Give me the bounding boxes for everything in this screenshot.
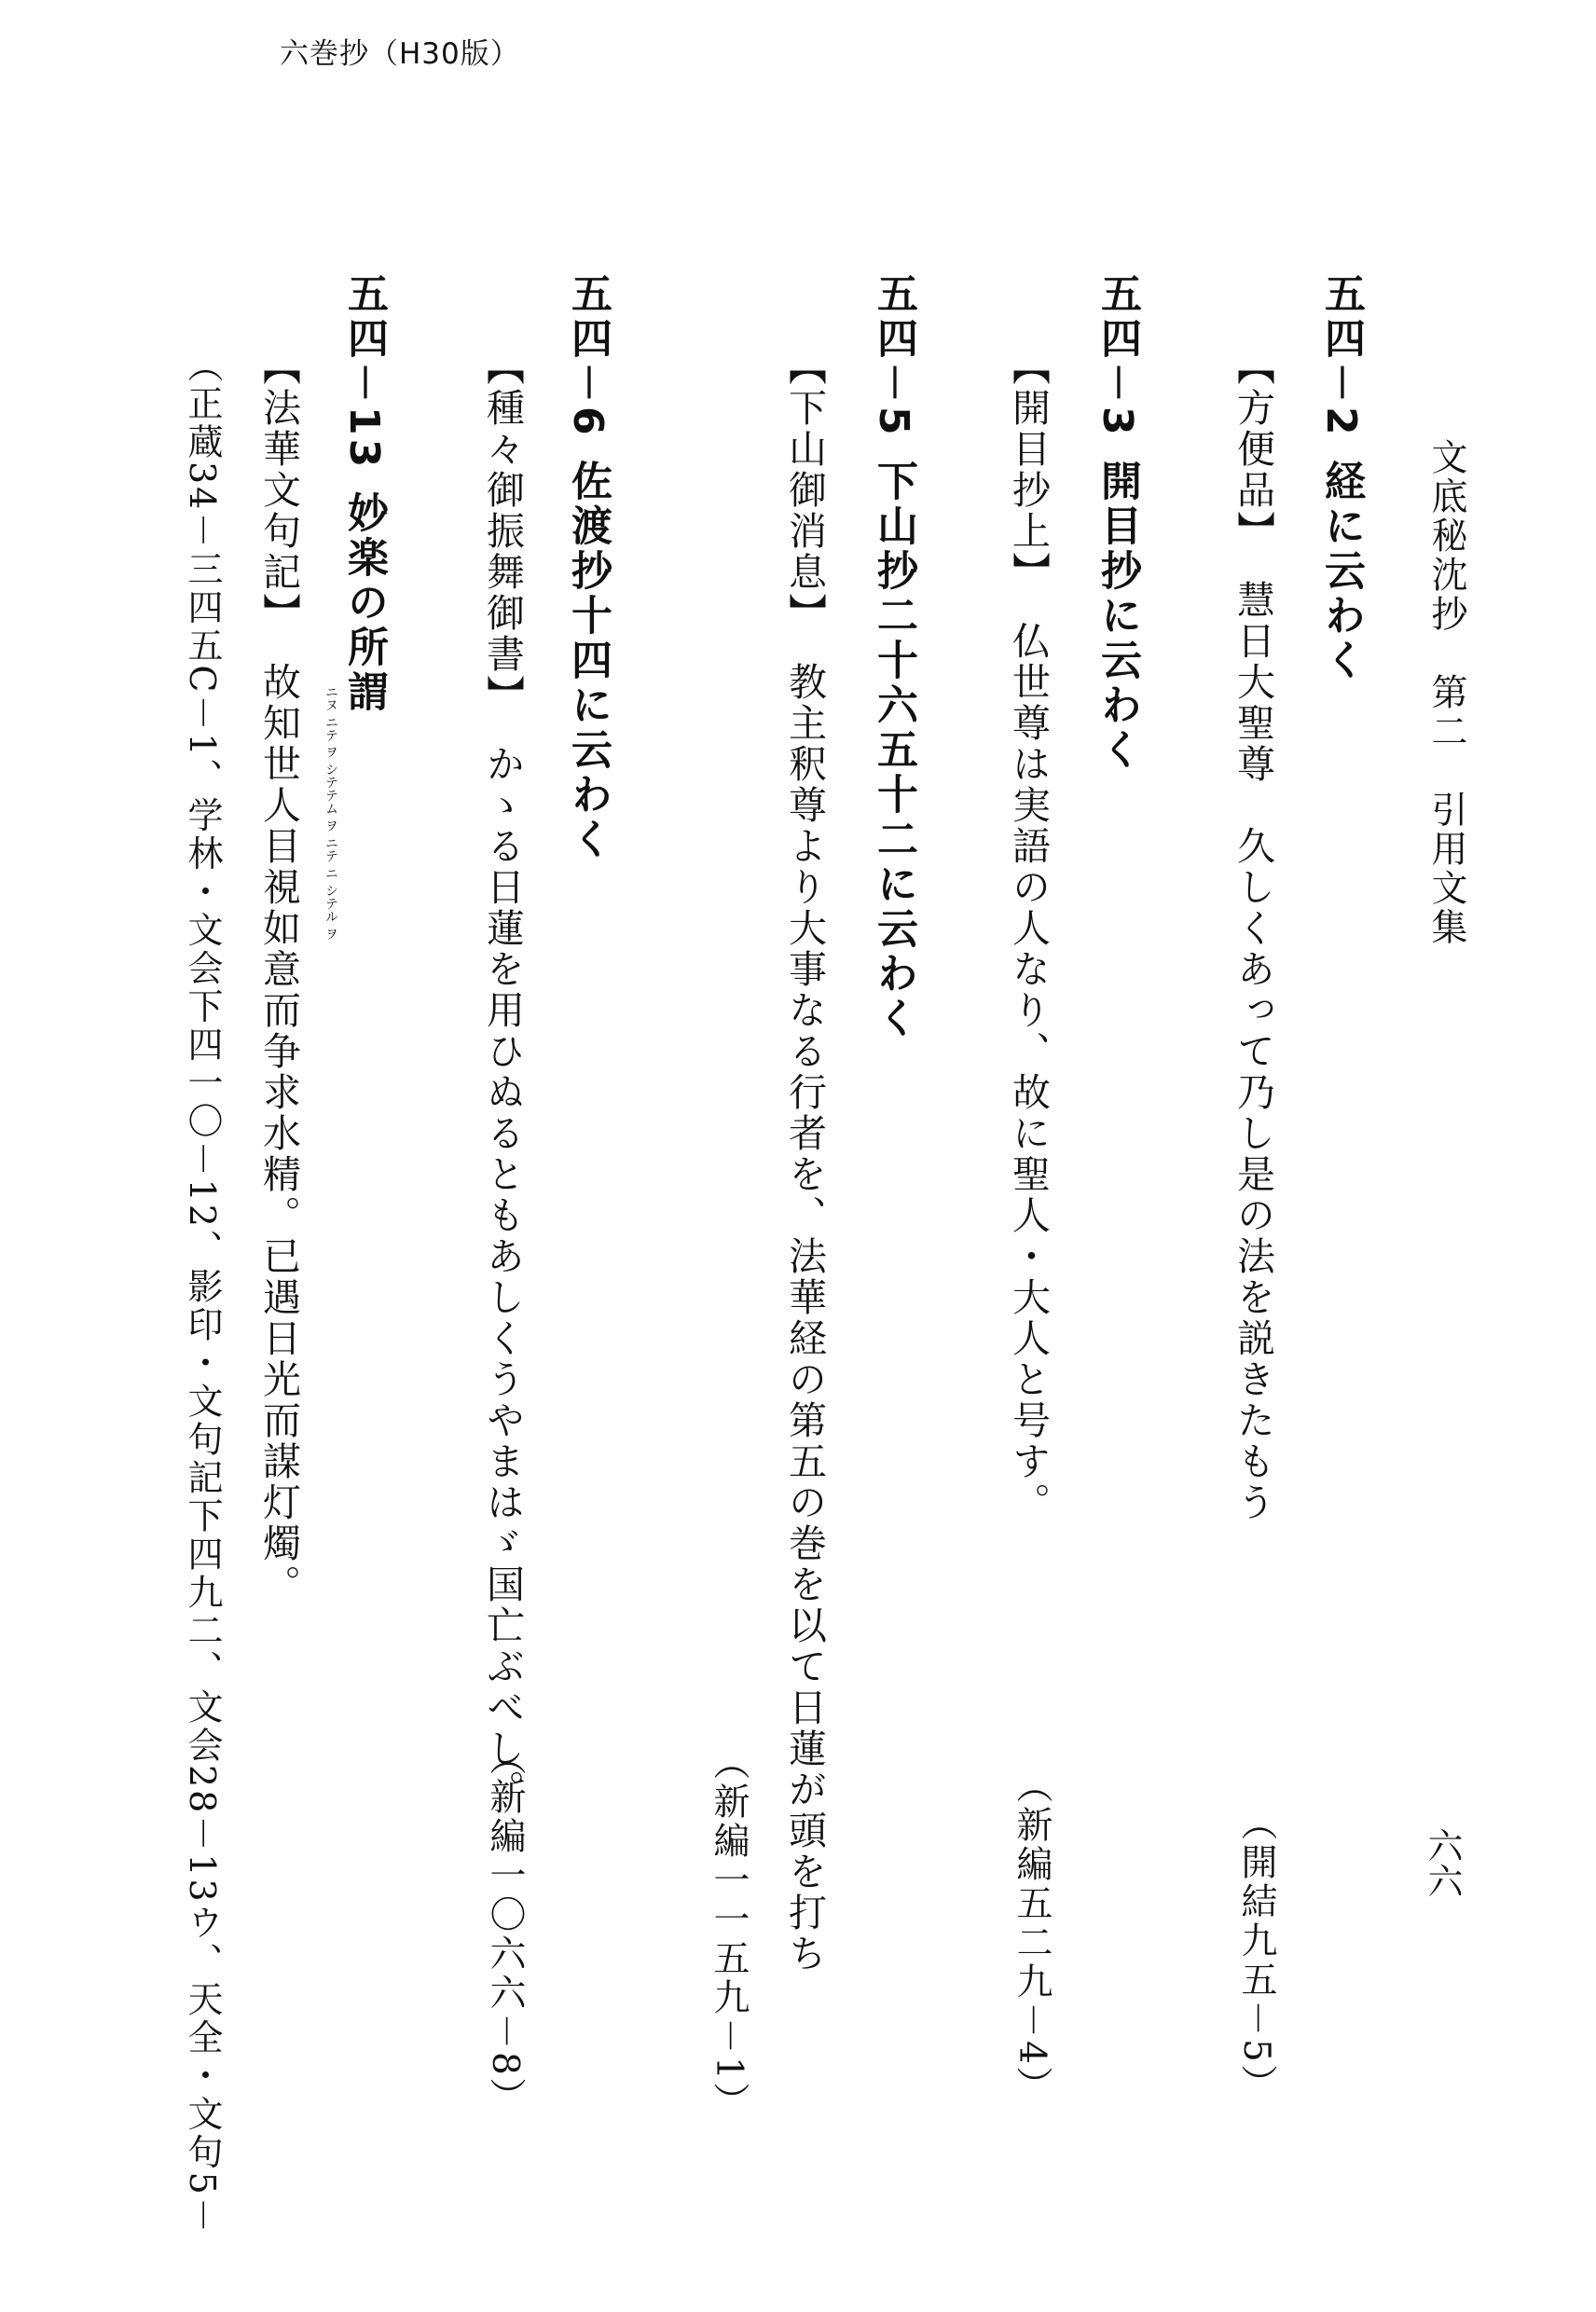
entry-heading — [1094, 272, 1141, 773]
entry-body — [1006, 347, 1051, 1523]
entry-heading — [340, 272, 388, 716]
entry-title: 佐渡抄十四に云わく — [564, 459, 612, 862]
entry-reference: （開結九五－5） — [1235, 1804, 1277, 2104]
entry-number: 五四－5 — [870, 272, 917, 439]
entry-title: 開目抄に云わく — [1094, 459, 1141, 773]
entry-body — [480, 347, 525, 1810]
edition-label: 六巻抄（H30版） — [280, 37, 520, 71]
entry-heading — [564, 272, 612, 862]
entry-citation: （正蔵34－三四五C－1、学林・文会下四一〇－12、影印・文句記下四九二、文会28－13ウ、天全・文句5－ — [182, 347, 223, 2236]
entry-text: 慧日大聖尊 久しくあって乃し是の法を説きたもう — [1231, 580, 1275, 1523]
entry-title: 下山抄二十六五十二に云わく — [870, 459, 917, 1041]
entry-number: 五四－13 — [340, 272, 388, 472]
entry-body — [256, 347, 301, 1605]
entry-body — [782, 347, 827, 1975]
entry-title: 経に云わく — [1317, 459, 1365, 683]
entry-source: 【種々御振舞御書】 — [480, 347, 525, 716]
entry-heading — [1317, 272, 1365, 683]
entry-source: 【方便品】 — [1231, 347, 1275, 552]
entry-reference: （新編一一五九－1） — [708, 1743, 750, 2122]
entry-title: 妙楽の所謂 — [340, 491, 388, 716]
entry-text: 仏世尊は実語の人なり、故に聖人・大人と号す。 — [1006, 621, 1051, 1523]
entry-reference: （新編一〇六六－8） — [484, 1739, 526, 2117]
entry-text: 教主釈尊より大事なる行者を、法華経の第五の巻を以て日蓮が頭を打ち — [782, 662, 827, 1975]
entry-text: 故知世人目視如意而争求水精。已遇日光而謀灯燭。 — [256, 662, 301, 1605]
entry-text: かゝる日蓮を用ひぬるともあしくうやまはゞ国亡ぶべし。 — [480, 744, 525, 1810]
entry-heading — [870, 272, 917, 1041]
running-head: 文底秘沈抄 第二 引用文集 — [1425, 438, 1467, 947]
entry-number: 五四－6 — [564, 272, 612, 439]
entry-number: 五四－2 — [1317, 272, 1365, 439]
entry-number: 五四－3 — [1094, 272, 1141, 439]
entry-source: 【法華文句記】 — [256, 347, 301, 634]
entry-body — [1231, 347, 1275, 1523]
ruby-annotations: ニヌ ニテ ヲ シテテム ヲ ニテ ニ シテル ヲ — [323, 685, 338, 941]
entry-source: 【下山御消息】 — [782, 347, 827, 634]
entry-source: 【開目抄上】 — [1006, 347, 1051, 593]
entry-reference: （新編五二九－4） — [1011, 1767, 1053, 2106]
page-number: 六六 — [1422, 1827, 1463, 1898]
